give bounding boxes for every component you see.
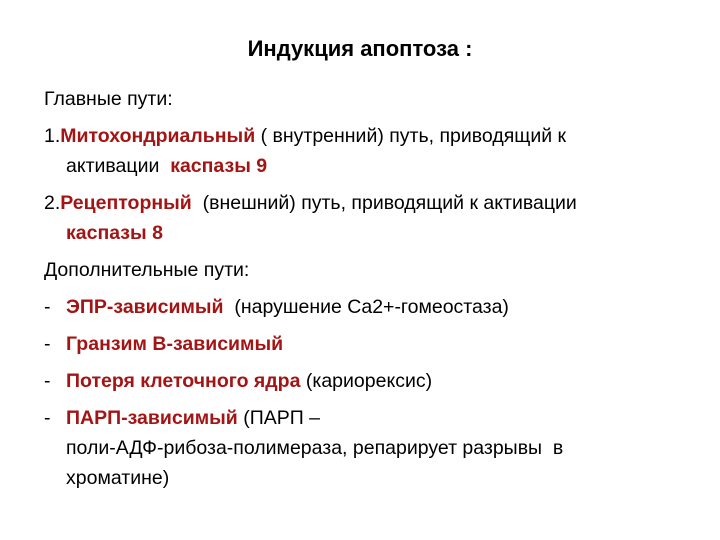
additional-item-2 — [44, 329, 684, 359]
additional-item-2-highlight: Гранзим В-зависимый — [66, 333, 284, 355]
additional-item-1 — [44, 292, 684, 322]
additional-item-3-text: (кариорексис) — [300, 370, 433, 392]
additional-pathways-heading: Дополнительные пути: — [44, 259, 250, 281]
additional-item-4 — [44, 403, 684, 493]
slide-body — [44, 84, 684, 493]
additional-item-3-highlight: Потеря клеточного ядра — [66, 370, 301, 392]
additional-item-4-line3: хроматине) — [66, 467, 170, 489]
main-item-2-highlight: Рецепторный — [60, 192, 192, 214]
additional-item-4-line2: поли-АДФ-рибоза-полимераза, репарирует разрывы в — [66, 437, 564, 459]
main-pathways-heading: Главные пути: — [44, 88, 173, 110]
bullet-marker: - — [44, 407, 51, 429]
main-item-2-continuation-highlight: каспазы 8 — [66, 222, 163, 244]
bullet-marker: - — [44, 296, 51, 318]
bullet-marker: - — [44, 370, 51, 392]
main-item-2-text: (внешний) путь, приводящий к активации — [191, 192, 577, 214]
main-item-1-number: 1. — [44, 125, 61, 147]
main-item-1-continuation: активации — [66, 155, 165, 177]
main-item-1-text: ( внутренний) путь, приводящий к — [255, 125, 567, 147]
main-item-1-continuation-highlight: каспазы 9 — [170, 155, 268, 177]
bullet-marker: - — [44, 333, 51, 355]
main-item-2-number: 2. — [44, 192, 61, 214]
additional-item-4-highlight: ПАРП-зависимый — [66, 407, 238, 429]
slide-title: Индукция апоптоза : — [247, 36, 473, 61]
additional-item-1-highlight: ЭПР-зависимый — [66, 296, 224, 318]
main-item-1 — [44, 121, 684, 181]
additional-item-1-text: (нарушение Ca2+-гомеостаза) — [223, 296, 509, 318]
additional-item-3 — [44, 366, 684, 396]
main-item-2 — [44, 188, 684, 248]
main-item-1-highlight: Митохондриальный — [60, 125, 256, 147]
additional-item-4-text: (ПАРП – — [237, 407, 320, 429]
